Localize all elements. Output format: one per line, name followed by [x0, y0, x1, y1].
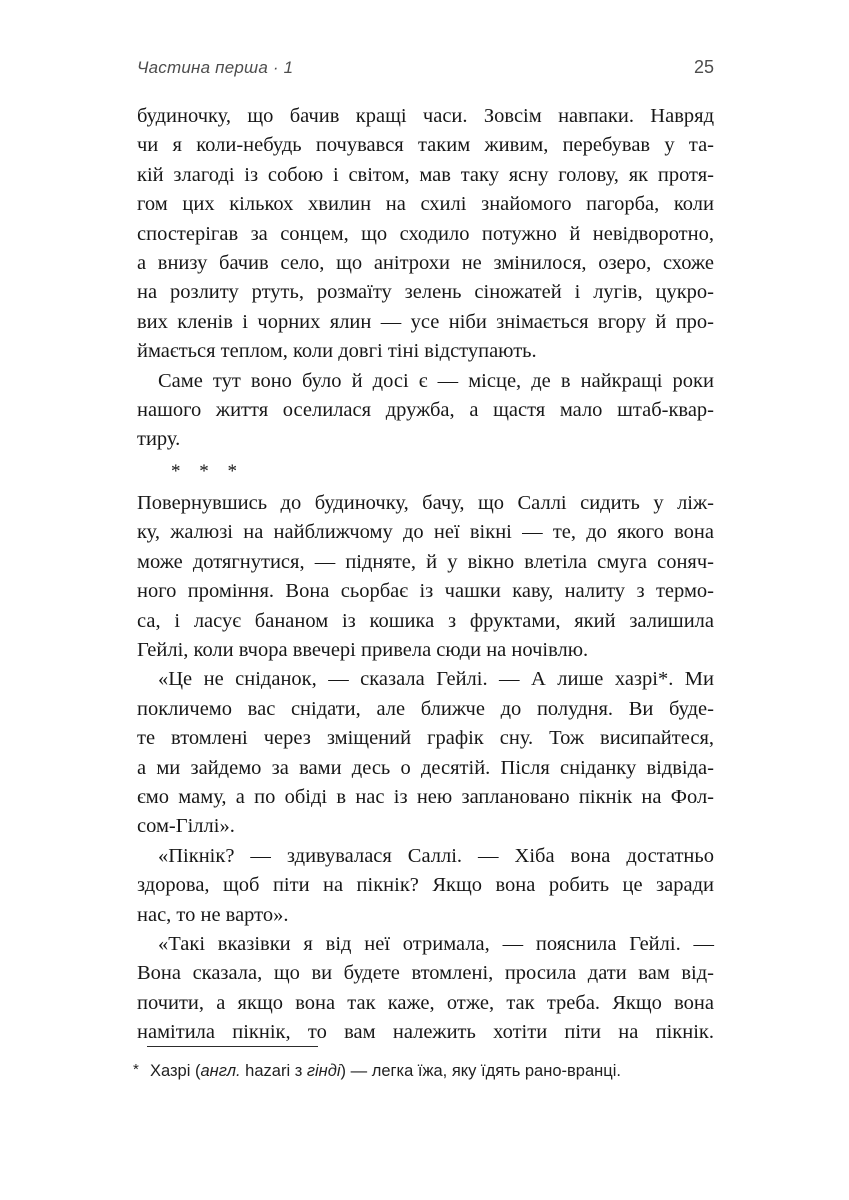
- text-line: са, і ласує бананом із кошика з фруктами, який залишила: [137, 609, 714, 632]
- text-line: нашого життя оселилася дружба, а щастя мало штаб-квар-: [137, 399, 714, 422]
- page-number: 25: [693, 57, 714, 77]
- text-line: спостерігав за сонцем, що сходило потужно й невідворотно,: [137, 222, 714, 245]
- text-line: кій злагоді із собою і світом, мав таку ясну голову, як протя-: [137, 163, 714, 186]
- text-line: а ми зайдемо за вами десь о десятій. Після сніданку відвіда-: [137, 756, 714, 779]
- text-line: «Пікнік? — здивувалася Саллі. — Хіба вона достатньо: [158, 844, 714, 867]
- running-title: Частина перша · 1: [137, 58, 294, 77]
- text-line: нас, то не варто».: [137, 903, 289, 926]
- text-line: почити, а якщо вона так каже, отже, так треба. Якщо вона: [137, 991, 714, 1014]
- footnote-text: ) — легка їжа, яку їдять рано-вранці.: [340, 1062, 621, 1080]
- footnote-marker: *: [133, 1061, 139, 1078]
- text-line: може дотягнутися, — підняте, й у вікно влетіла смуга соняч-: [137, 550, 714, 573]
- text-line: намітила пікнік, то вам належить хотіти піти на пікнік.: [137, 1021, 714, 1044]
- footnote-rule: [147, 1046, 318, 1047]
- footnote-text: Хазрі (: [150, 1062, 201, 1080]
- footnote: [133, 1060, 714, 1082]
- text-line: «Такі вказівки я від неї отримала, — пояснила Гейлі. —: [158, 932, 714, 955]
- section-divider: * * *: [171, 460, 244, 482]
- text-line: ймається теплом, коли довгі тіні відступають.: [137, 340, 537, 363]
- text-line: покличемо вас снідати, але ближче до полудня. Ви буде-: [137, 697, 714, 720]
- paragraph-5: [137, 842, 714, 930]
- text-line: вих кленів і чорних ялин — усе ніби знімається вгору й про-: [137, 310, 714, 333]
- footnote-area: [133, 1046, 714, 1082]
- text-line: Саме тут воно було й досі є — місце, де в найкращі роки: [158, 369, 714, 392]
- footnote-text-italic: англ.: [200, 1062, 241, 1080]
- text-line: ємо маму, а по обіді в нас із нею заплановано пікнік на Фол-: [137, 785, 714, 808]
- paragraph-4: [137, 665, 714, 841]
- paragraph-1: [137, 102, 714, 367]
- text-line: тиру.: [137, 428, 181, 451]
- text-line: чи я коли-небудь почувався таким живим, перебував у та-: [137, 134, 714, 157]
- text-line: Повернувшись до будиночку, бачу, що Саллі сидить у ліж-: [137, 491, 714, 514]
- paragraph-6: [137, 930, 714, 1048]
- footnote-text-italic: гінді: [306, 1062, 341, 1080]
- paragraph-3: [137, 489, 714, 665]
- text-line: ного проміння. Вона сьорбає із чашки каву, налиту з термо-: [137, 580, 714, 603]
- text-line: а внизу бачив село, що анітрохи не змінилося, озеро, схоже: [137, 252, 714, 275]
- footnote-text: hazari з: [240, 1062, 307, 1080]
- body-text-column: [137, 102, 714, 1048]
- text-line: те втомлені через зміщений графік сну. Тож висипайтеся,: [137, 727, 714, 750]
- text-line: сом-Гіллі».: [137, 815, 235, 838]
- text-line: Вона сказала, що ви будете втомлені, просила дати вам від-: [137, 962, 714, 985]
- running-header: [137, 57, 714, 78]
- paragraph-2: [137, 367, 714, 455]
- text-line: на розлиту ртуть, розмаїту зелень сіножатей і лугів, цукро-: [137, 281, 714, 304]
- text-line: здорова, щоб піти на пікнік? Якщо вона робить це заради: [137, 874, 714, 897]
- text-line: будиночку, що бачив кращі часи. Зовсім навпаки. Навряд: [137, 105, 714, 127]
- text-line: гом цих кількох хвилин на схилі знайомого пагорба, коли: [137, 193, 714, 216]
- text-line: ку, жалюзі на найближчому до неї вікні — те, до якого вона: [137, 521, 714, 544]
- text-line: Гейлі, коли вчора ввечері привела сюди на ночівлю.: [137, 638, 589, 661]
- text-line: «Це не сніданок, — сказала Гейлі. — А лише хазрі*. Ми: [158, 668, 714, 691]
